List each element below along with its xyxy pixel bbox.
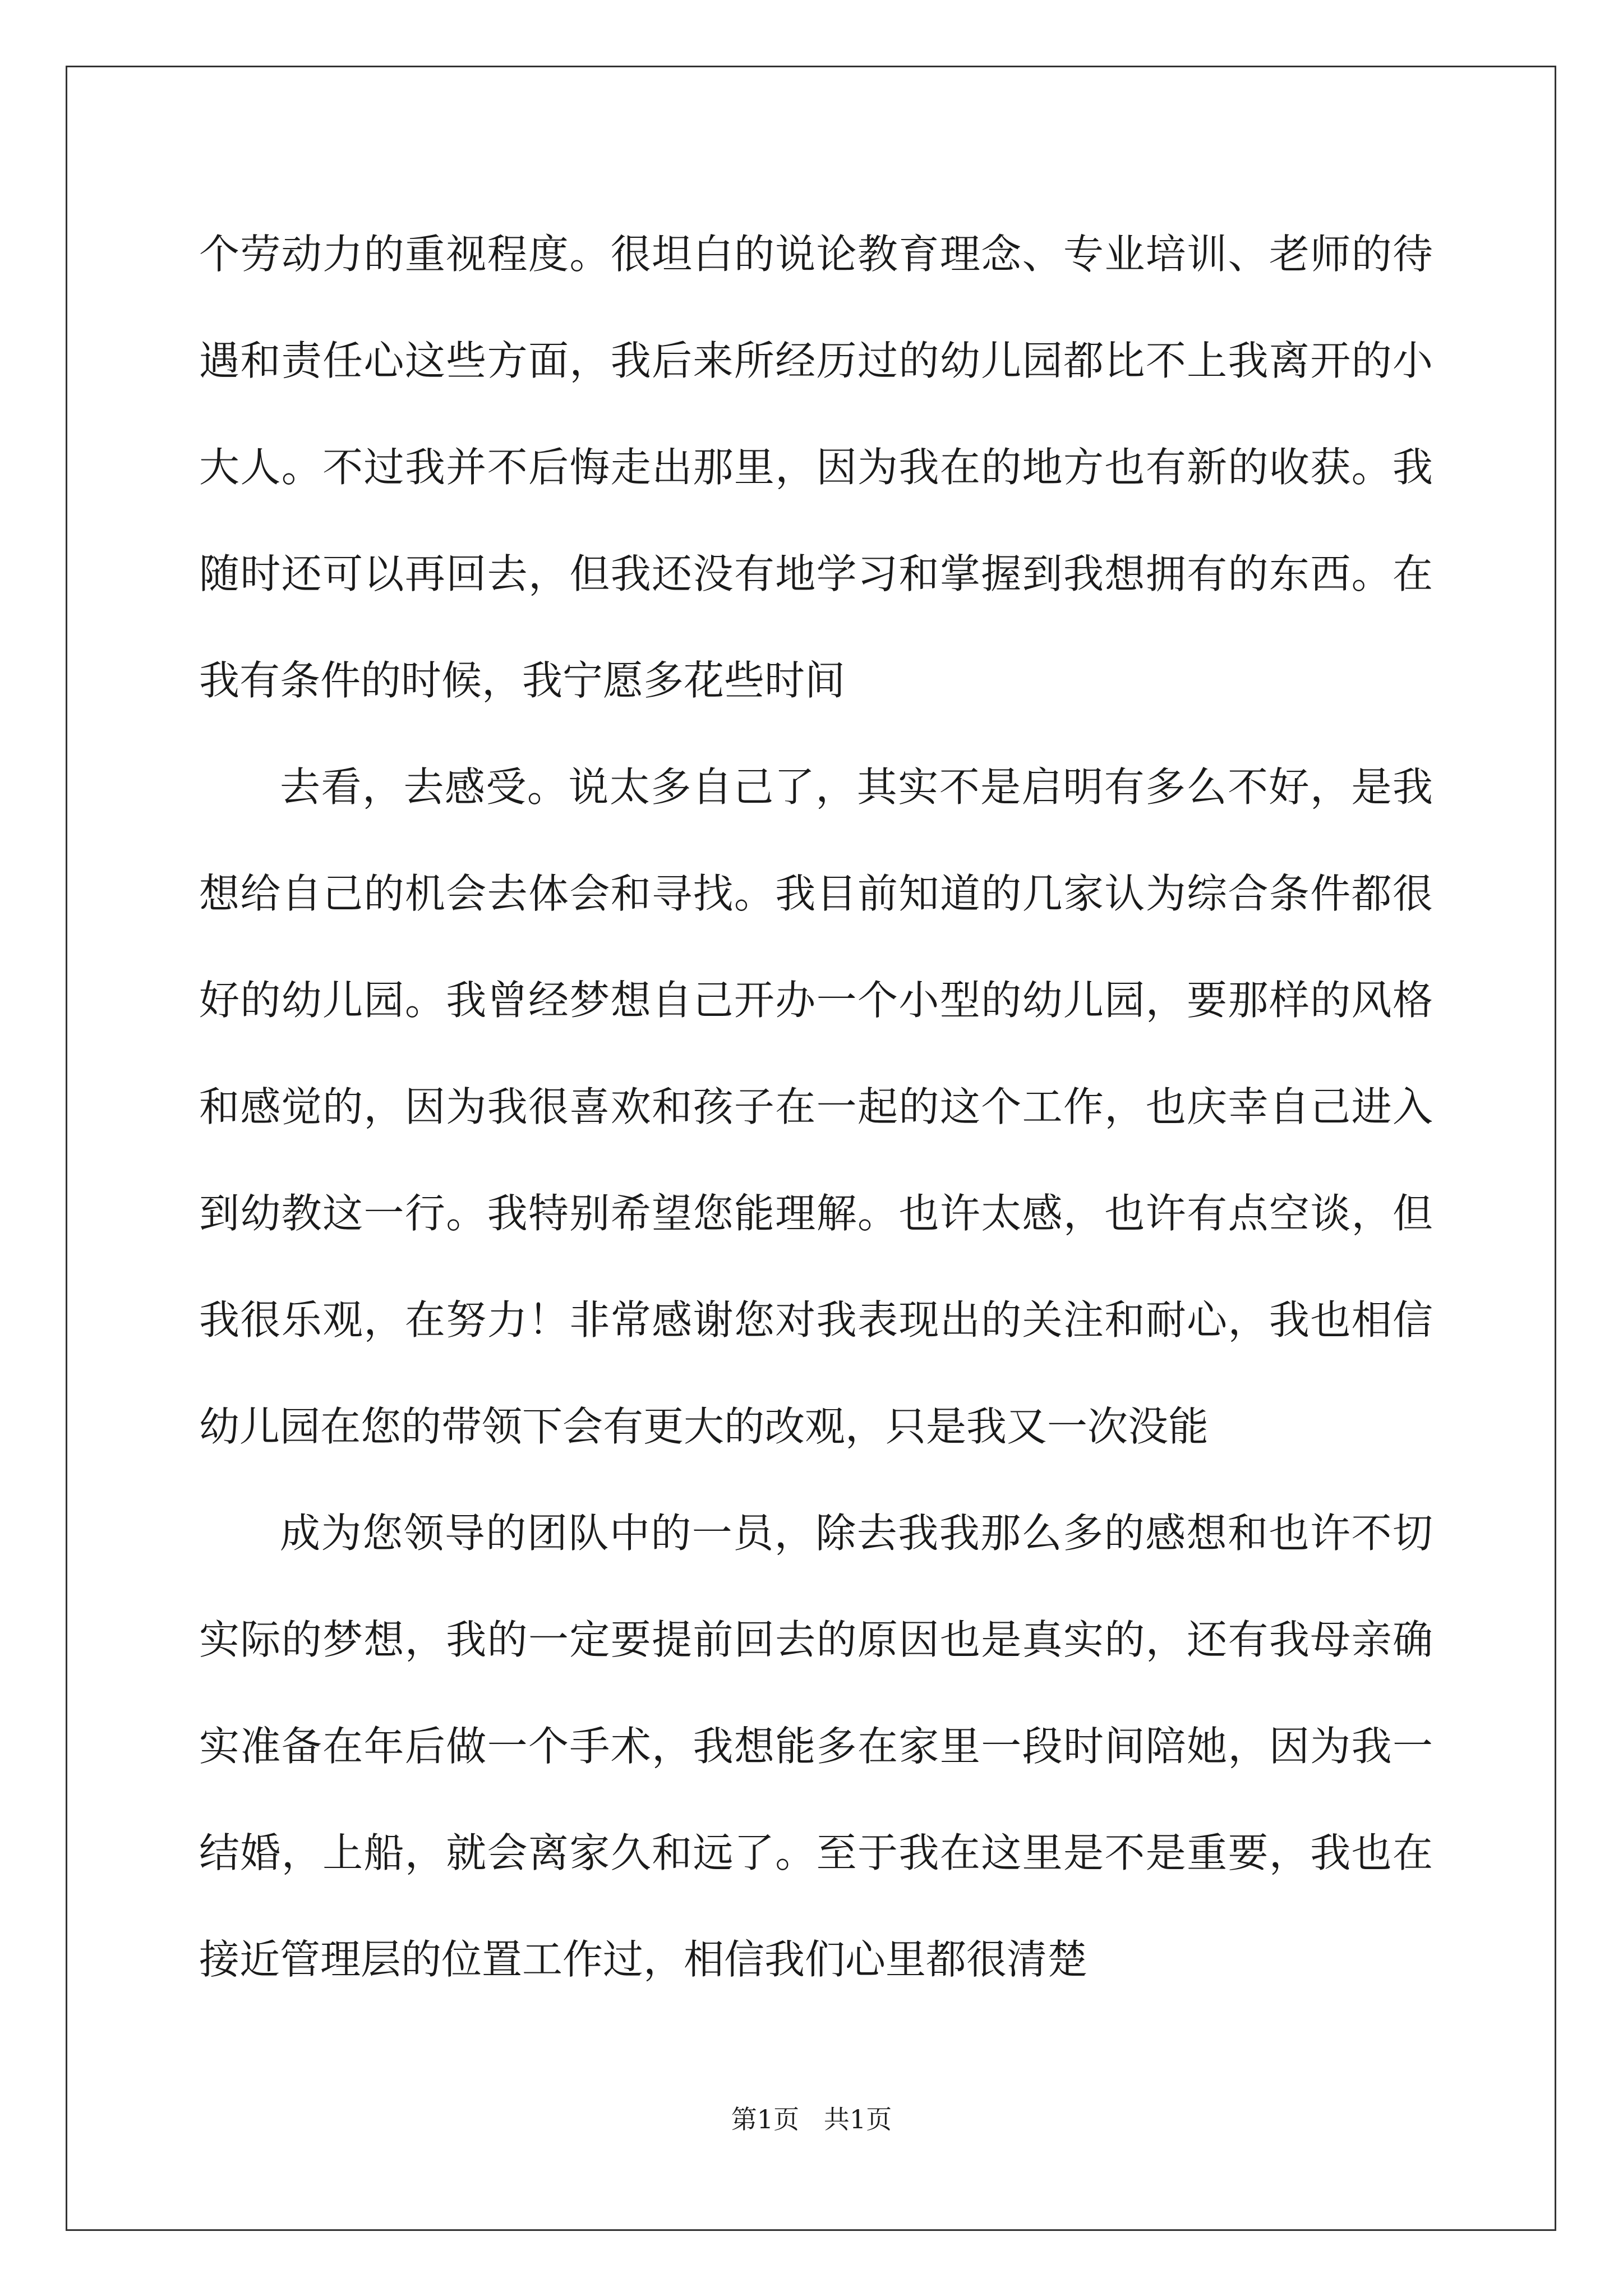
document-body — [199, 201, 1433, 2013]
paragraph-1: 个劳动力的重视程度。很坦白的说论教育理念、专业培训、老师的待遇和责任心这些方面，我后来所经历过的幼儿园都比不上我离开的小大人。不过我并不后悔走出那里，因为我在的地方也有新的收获。我随时还可以再回去，但我还没有地学习和掌握到我想拥有的东西。在我有条件的时候，我宁愿多花些时间 — [199, 231, 1433, 704]
paragraph-3: 成为您领导的团队中的一员，除去我我那么多的感想和也许不切实际的梦想，我的一定要提前回去的原因也是真实的，还有我母亲确实准备在年后做一个手术，我想能多在家里一段时间陪她，因为我一结婚，上船，就会离家久和远了。至于我在这里是不是重要，我也在接近管理层的位置工作过，相信我们心里都很清楚 — [199, 1510, 1433, 1983]
paragraph-2: 去看，去感受。说太多自己了，其实不是启明有多么不好，是我想给自己的机会去体会和寻找。我目前知道的几家认为综合条件都很好的幼儿园。我曾经梦想自己开办一个小型的幼儿园，要那样的风格和感觉的，因为我很喜欢和孩子在一起的这个工作，也庆幸自己进入到幼教这一行。我特别希望您能理解。也许太感，也许有点空谈，但我很乐观，在努力！非常感谢您对我表现出的关注和耐心，我也相信幼儿园在您的带领下会有更大的改观，只是我又一次没能 — [199, 763, 1433, 1450]
page-number-footer: 第1页 共1页 — [731, 2104, 892, 2134]
